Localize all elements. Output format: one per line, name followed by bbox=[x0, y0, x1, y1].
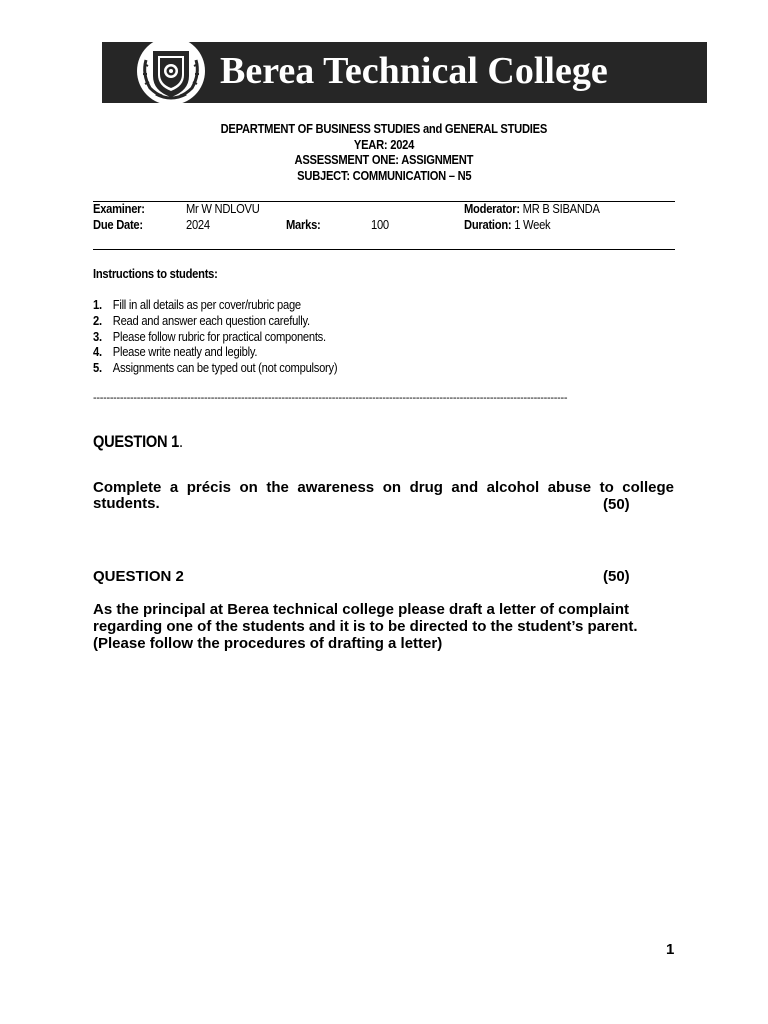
year-heading: YEAR: 2024 bbox=[353, 137, 415, 152]
question-1-text-line-2: students. bbox=[93, 495, 160, 512]
due-date-value: 2024 bbox=[186, 217, 210, 232]
department-heading: DEPARTMENT OF BUSINESS STUDIES and GENERAL STUDIES bbox=[220, 121, 548, 136]
question-2-text-line-3: (Please follow the procedures of drafting a letter) bbox=[93, 635, 443, 652]
instruction-item: 3. Please follow rubric for practical components. bbox=[93, 329, 326, 344]
bottom-divider bbox=[93, 249, 675, 250]
question-2-text-line-2: regarding one of the students and it is to be directed to the student’s parent. bbox=[93, 618, 638, 635]
question-2-marks: (50) bbox=[603, 568, 630, 585]
instruction-item: 4. Please write neatly and legibly. bbox=[93, 344, 258, 359]
question-1-text-line-1: Complete a précis on the awareness on drug and alcohol abuse to college bbox=[93, 479, 674, 496]
question-2-text-line-1: As the principal at Berea technical college please draft a letter of complaint bbox=[93, 601, 629, 618]
assessment-heading: ASSESSMENT ONE: ASSIGNMENT bbox=[294, 152, 474, 167]
examiner-value: Mr W NDLOVU bbox=[186, 201, 260, 216]
duration-field: Duration: 1 Week bbox=[464, 217, 551, 232]
due-date-label: Due Date: bbox=[93, 217, 143, 232]
instruction-item: 2. Read and answer each question carefully. bbox=[93, 313, 310, 328]
marks-value: 100 bbox=[371, 217, 389, 232]
instruction-item: 5. Assignments can be typed out (not compulsory) bbox=[93, 360, 338, 375]
moderator-field: Moderator: MR B SIBANDA bbox=[464, 201, 600, 216]
question-1-marks: (50) bbox=[603, 496, 630, 513]
question-2-title: QUESTION 2 bbox=[93, 568, 184, 585]
college-banner bbox=[102, 42, 707, 103]
college-crest-icon bbox=[136, 38, 206, 104]
instructions-title: Instructions to students: bbox=[93, 266, 218, 281]
page-number: 1 bbox=[666, 941, 675, 958]
subject-heading: SUBJECT: COMMUNICATION – N5 bbox=[296, 168, 472, 183]
question-1-title: QUESTION 1. bbox=[93, 432, 183, 451]
examiner-label: Examiner: bbox=[93, 201, 145, 216]
instruction-item: 1. Fill in all details as per cover/rubric page bbox=[93, 297, 301, 312]
marks-label: Marks: bbox=[286, 217, 321, 232]
dashed-separator: --------------------------------------------------------------------------------------------------------------------------------------------- bbox=[93, 392, 568, 404]
college-name: Berea Technical College bbox=[220, 50, 608, 92]
